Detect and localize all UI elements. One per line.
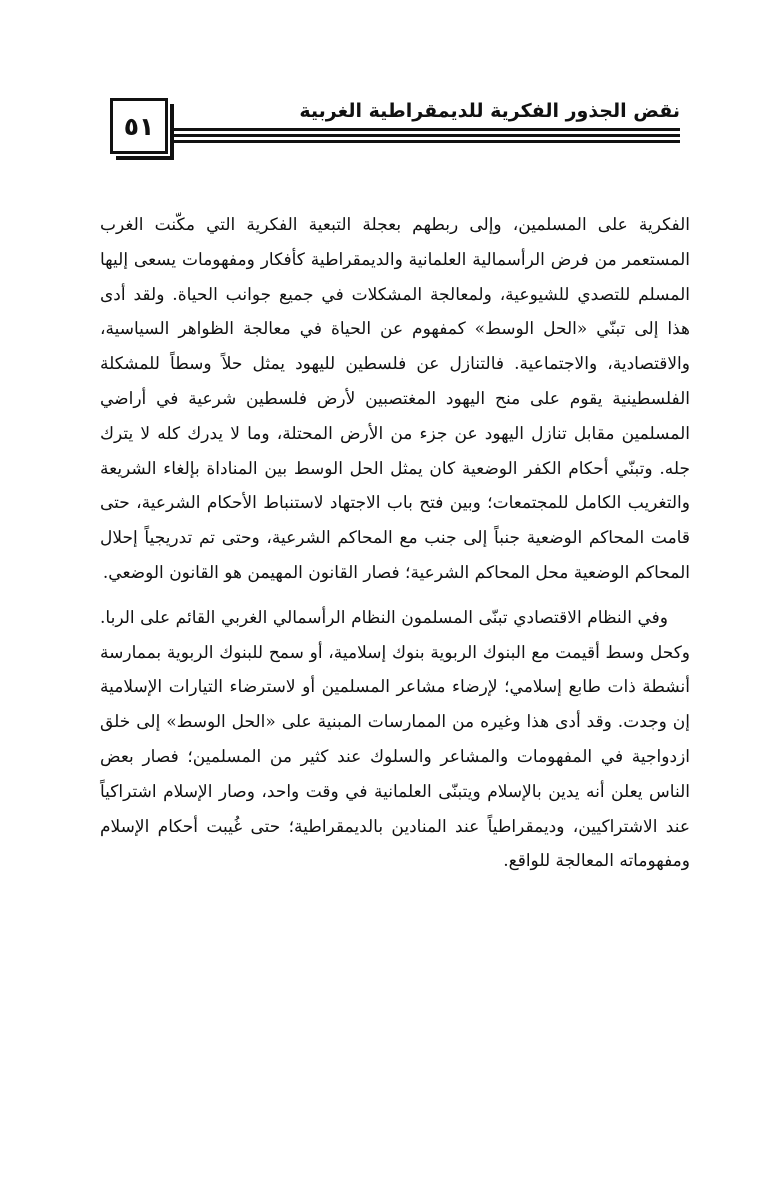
page-number-box [110,98,168,154]
header-rule-middle [172,134,680,137]
body-text [100,208,690,879]
page-number: ٥١ [123,111,155,141]
paragraph-2: وفي النظام الاقتصادي تبنّى المسلمون النظام الرأسمالي الغربي القائم على الربا. وكحل وسط أقيمت مع البنوك الربوية بنوك إسلامية، أو سمح للبنوك الربوية بممارسة أنشطة ذات طابع إسلامي؛ لإرضاء مشاعر المسلمين أو لاسترضاء التيارات الإسلامية إن وجدت. وقد أدى هذا وغيره من الممارسات المبنية على «الحل الوسط» إلى خلق ازدواجية في المفهومات والمشاعر والسلوك عند كثير من المسلمين؛ فصار بعض الناس يعلن أنه يدين بالإسلام ويتبنّى العلمانية في وقت واحد، وصار الإسلام اشتراكياً عند الاشتراكيين، وديمقراطياً عند المنادين بالديمقراطية؛ حتى غُيبت أحكام الإسلام ومفهوماته المعالجة للواقع. [100,607,690,872]
header-rule-top [172,128,680,131]
running-title: نقض الجذور الفكرية للديمقراطية الغربية [299,100,680,122]
header-rule-bottom [172,140,680,143]
paragraph-1: الفكرية على المسلمين، وإلى ربطهم بعجلة التبعية الفكرية التي مكّنت الغرب المستعمر من فرض الرأسمالية العلمانية والديمقراطية كأفكار ومفهومات يسعى إليها المسلم للتصدي للشيوعية، ولمعالجة المشكلات في جميع جوانب الحياة. ولقد أدى هذا إلى تبنّي «الحل الوسط» كمفهوم عن الحياة في معالجة الظواهر السياسية، والاقتصادية، والاجتماعية. فالتنازل عن فلسطين لليهود يمثل حلاً وسطاً للمشكلة الفلسطينية يقوم على منح اليهود المغتصبين لأرض فلسطين شرعية في أراضي المسلمين مقابل تنازل اليهود عن جزء من الأرض المحتلة، وما لا يدرك كله لا يترك جله. وتبنّي أحكام الكفر الوضعية كان يمثل الحل الوسط بين المناداة بإلغاء الشريعة والتغريب الكامل للمجتمعات؛ وبين فتح باب الاجتهاد لاستنباط الأحكام الشرعية، حتى قامت المحاكم الوضعية جنباً إلى جنب مع المحاكم الشرعية، وحتى تم تدريجياً إحلال المحاكم الوضعية محل المحاكم الشرعية؛ فصار القانون المهيمن هو القانون الوضعي. [100,215,690,583]
page-header [110,98,680,162]
